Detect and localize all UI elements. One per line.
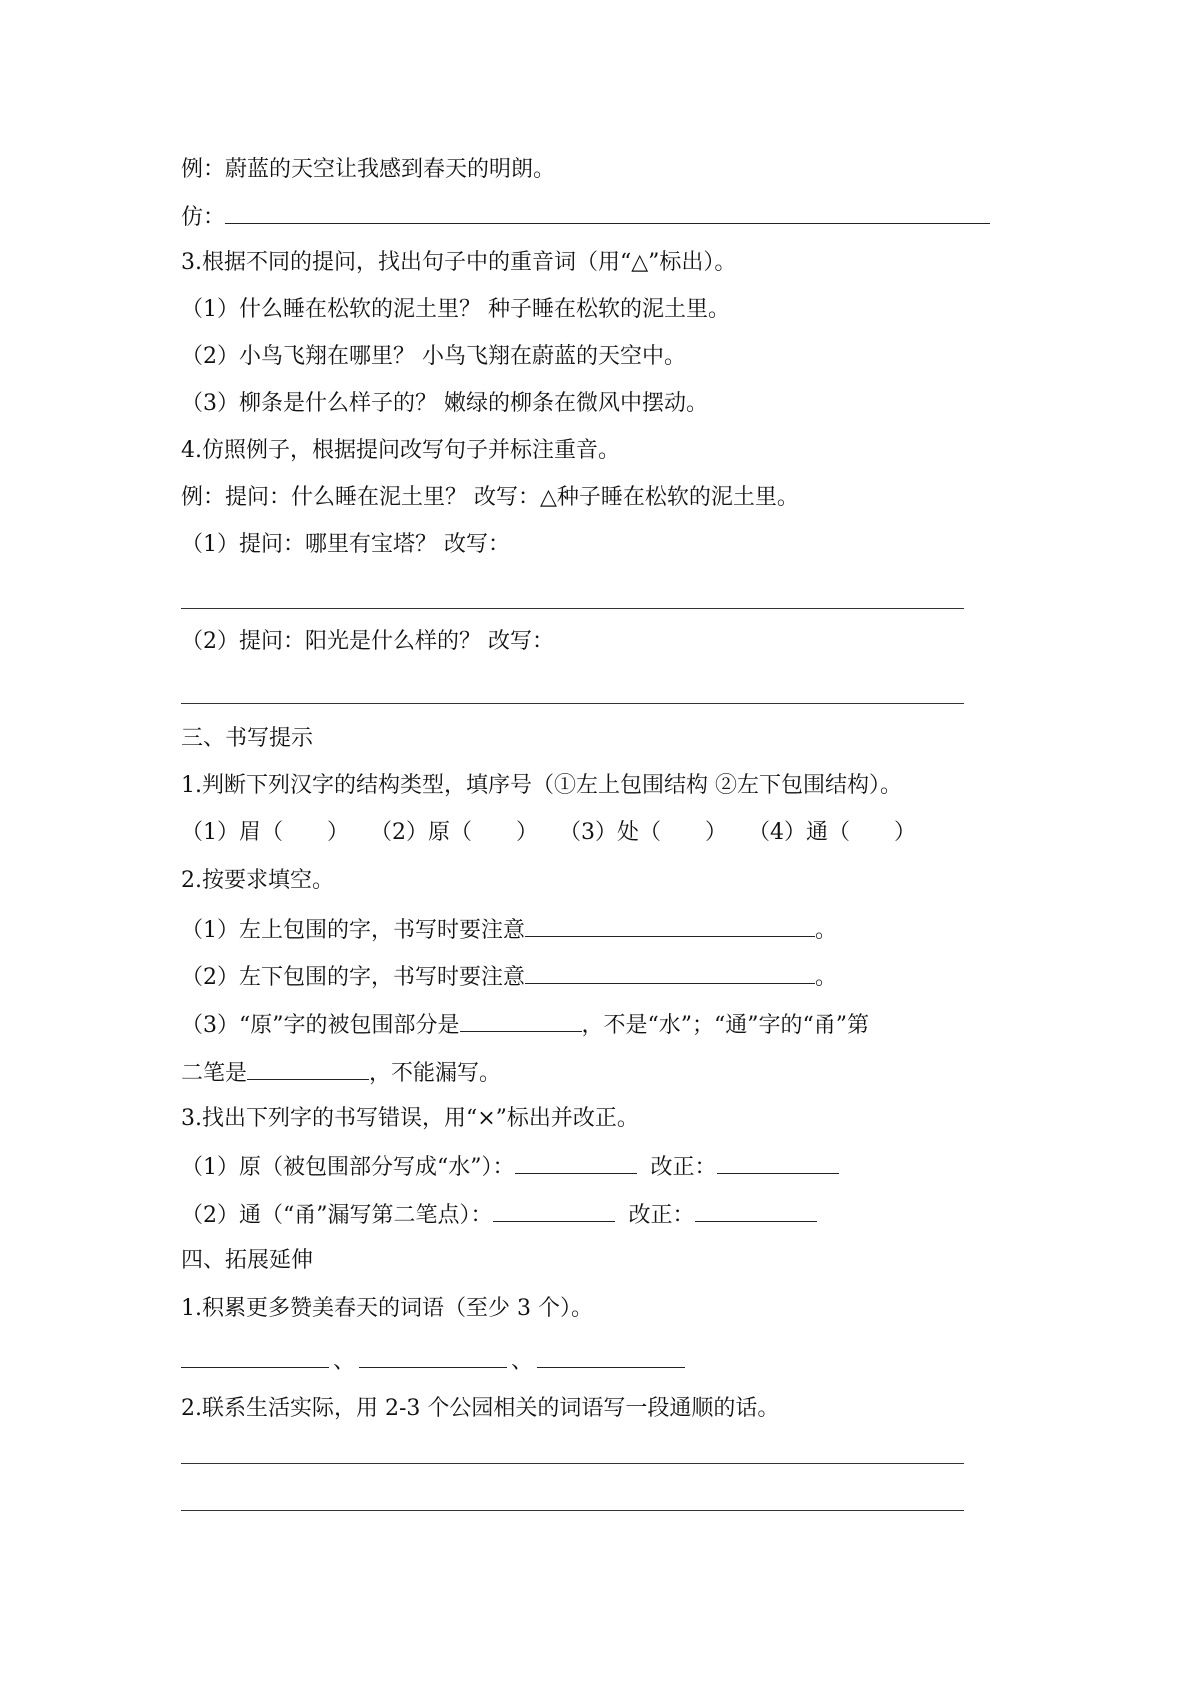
- s3-q3-item-1-error-blank[interactable]: [515, 1151, 637, 1174]
- section-3-heading: 三、书写提示: [181, 726, 314, 751]
- q4-item-1: （1）提问：哪里有宝塔？ 改写：: [181, 532, 510, 557]
- q3-item-3: （3）柳条是什么样子的？ 嫩绿的柳条在微风中摆动。: [181, 391, 708, 416]
- q3-item-2: （2）小鸟飞翔在哪里？ 小鸟飞翔在蔚蓝的天空中。: [181, 344, 686, 369]
- s3-q3-item-2-error-blank[interactable]: [493, 1199, 615, 1222]
- s3-q2-item-1-text: （1）左上包围的字，书写时要注意: [181, 918, 525, 943]
- s3-q3-item-1: [181, 1151, 839, 1183]
- s3-q2-title: 2.按要求填空。: [181, 868, 334, 893]
- s3-q2-item-3-blank-1[interactable]: [460, 1009, 582, 1032]
- word-blank-3[interactable]: [537, 1345, 685, 1368]
- s3-q1-items: [181, 818, 916, 848]
- separator: 、: [333, 1349, 356, 1374]
- q4-example: 例：提问：什么睡在泥土里？ 改写：△种子睡在松软的泥土里。: [181, 485, 799, 510]
- s3-q1-title: 1.判断下列汉字的结构类型，填序号（①左上包围结构 ②左下包围结构）。: [181, 773, 902, 798]
- q3-title: 3.根据不同的提问，找出句子中的重音词（用“△”标出）。: [181, 250, 737, 275]
- q4-item-2: （2）提问：阳光是什么样的？ 改写：: [181, 629, 554, 654]
- s3-q2-item-3-text-c: 二笔是: [181, 1061, 248, 1086]
- q4-item-1-answer-line[interactable]: [181, 608, 964, 609]
- q3-item-1: （1）什么睡在松软的泥土里？ 种子睡在松软的泥土里。: [181, 297, 730, 322]
- period: 。: [815, 965, 838, 990]
- s3-q1-item-2[interactable]: （2）原（ ）: [370, 820, 538, 845]
- s3-q2-item-2: [181, 961, 837, 993]
- s3-q1-item-3[interactable]: （3）处（ ）: [559, 820, 727, 845]
- s3-q2-item-3: [181, 1009, 869, 1041]
- imitate-row: [181, 201, 990, 233]
- fix-label: 改正：: [628, 1203, 695, 1228]
- s4-q1-answers: [181, 1345, 685, 1377]
- fix-label: 改正：: [650, 1155, 717, 1180]
- s3-q2-item-3-cont: [181, 1057, 501, 1089]
- s4-q1-title: 1.积累更多赞美春天的词语（至少 3 个）。: [181, 1296, 593, 1321]
- s3-q2-item-1-blank[interactable]: [525, 914, 815, 937]
- s3-q2-item-3-text-d: ，不能漏写。: [369, 1061, 502, 1086]
- s3-q2-item-3-blank-2[interactable]: [247, 1057, 369, 1080]
- s3-q3-item-2: [181, 1199, 817, 1231]
- s3-q3-title: 3.找出下列字的书写错误，用“×”标出并改正。: [181, 1106, 639, 1131]
- example-sentence: 例：蔚蓝的天空让我感到春天的明朗。: [181, 157, 556, 182]
- s3-q2-item-3-text-b: ，不是“水”；“通”字的“甬”第: [581, 1013, 869, 1038]
- s3-q3-item-1-text: （1）原（被包围部分写成“水”）：: [181, 1155, 515, 1180]
- s3-q3-item-2-fix-blank[interactable]: [695, 1199, 817, 1222]
- imitate-answer-blank[interactable]: [225, 201, 990, 224]
- word-blank-2[interactable]: [359, 1345, 507, 1368]
- s3-q1-item-1[interactable]: （1）眉（ ）: [181, 820, 349, 845]
- s3-q3-item-2-text: （2）通（“甬”漏写第二笔点）：: [181, 1203, 493, 1228]
- s4-q2-title: 2.联系生活实际，用 2-3 个公园相关的词语写一段通顺的话。: [181, 1396, 780, 1421]
- word-blank-1[interactable]: [181, 1345, 329, 1368]
- s3-q2-item-2-blank[interactable]: [525, 961, 815, 984]
- q4-item-2-answer-line[interactable]: [181, 703, 964, 704]
- s3-q2-item-2-text: （2）左下包围的字，书写时要注意: [181, 965, 525, 990]
- s3-q2-item-1: [181, 914, 837, 946]
- period: 。: [815, 918, 838, 943]
- s4-q2-answer-line-2[interactable]: [181, 1510, 964, 1511]
- s3-q3-item-1-fix-blank[interactable]: [717, 1151, 839, 1174]
- imitate-label: 仿：: [181, 205, 226, 230]
- separator: 、: [511, 1349, 534, 1374]
- q4-title: 4.仿照例子，根据提问改写句子并标注重音。: [181, 438, 620, 463]
- s3-q1-item-4[interactable]: （4）通（ ）: [748, 820, 916, 845]
- s4-q2-answer-line-1[interactable]: [181, 1463, 964, 1464]
- s3-q2-item-3-text-a: （3）“原”字的被包围部分是: [181, 1013, 460, 1038]
- section-4-heading: 四、拓展延伸: [181, 1248, 314, 1273]
